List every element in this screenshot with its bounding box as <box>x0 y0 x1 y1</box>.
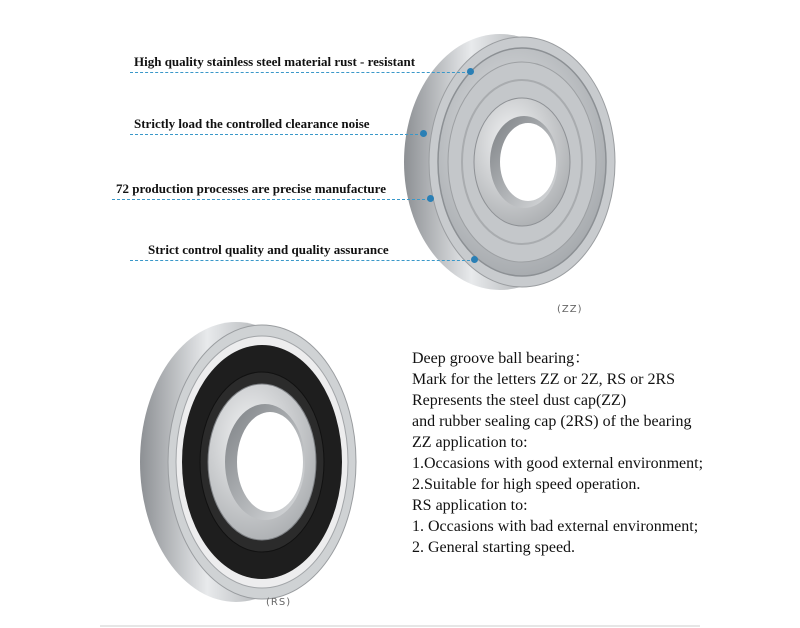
callout-3-dot <box>427 195 434 202</box>
callout-1-dot <box>467 68 474 75</box>
desc-line-7: 2.Suitable for high speed operation. <box>412 476 641 493</box>
desc-line-8: RS application to: <box>412 497 528 514</box>
caption-zz: (ZZ) <box>557 304 583 315</box>
caption-rs: (RS) <box>266 597 292 608</box>
callout-2-dot <box>420 130 427 137</box>
callout-1-line <box>130 72 470 73</box>
desc-line-10: 2. General starting speed. <box>412 539 576 556</box>
rs-bearing <box>140 322 356 602</box>
callout-1: High quality stainless steel material rust - resistant <box>134 54 416 69</box>
desc-line-6: 1.Occasions with good external environment; <box>412 455 704 472</box>
callout-3-line <box>112 199 430 200</box>
desc-line-5: ZZ application to: <box>412 434 528 451</box>
callout-2: Strictly load the controlled clearance noise <box>134 116 370 131</box>
desc-line-2: Mark for the letters ZZ or 2Z, RS or 2RS <box>412 371 676 388</box>
desc-line-4: and rubber sealing cap (2RS) of the bearing <box>412 413 692 430</box>
desc-line-3: Represents the steel dust cap(ZZ) <box>412 392 627 409</box>
callout-4-dot <box>471 256 478 263</box>
desc-line-1: Deep groove ball bearing： <box>412 350 591 367</box>
bearing-description <box>412 348 703 558</box>
callout-4-line <box>130 260 475 261</box>
callout-2-line <box>130 134 423 135</box>
callout-3: 72 production processes are precise manufacture <box>116 181 386 196</box>
desc-line-9: 1. Occasions with bad external environment; <box>412 518 699 535</box>
callout-4: Strict control quality and quality assurance <box>148 242 389 257</box>
